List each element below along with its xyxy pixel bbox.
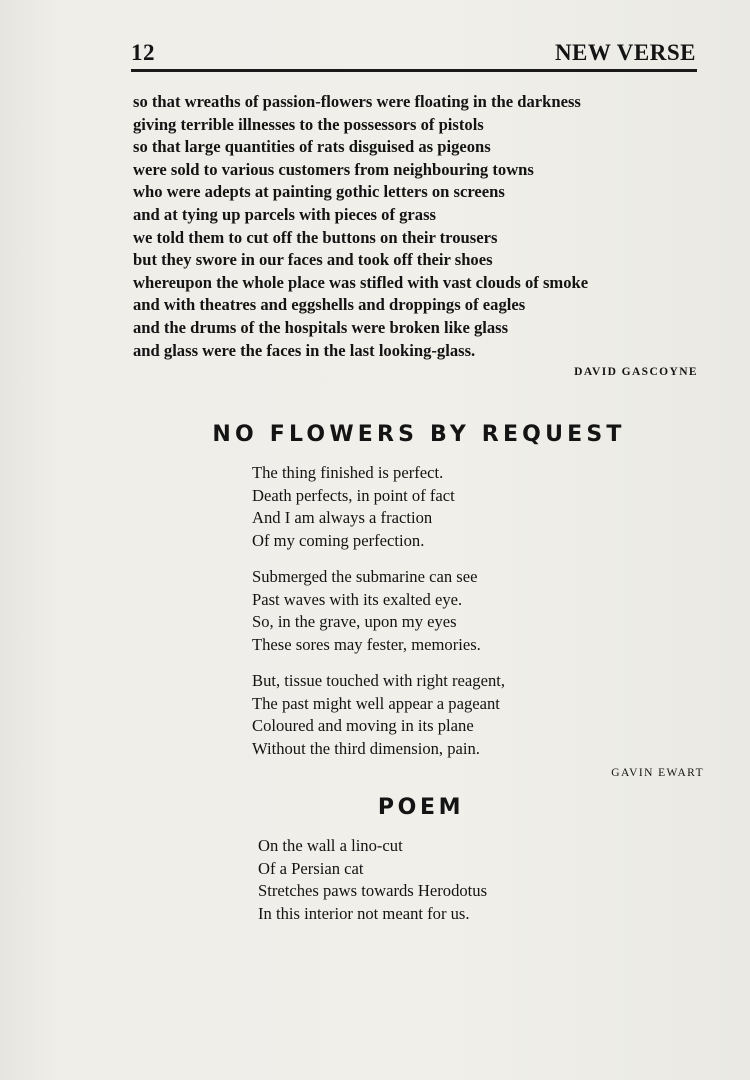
poem-line: but they swore in our faces and took off their shoes <box>133 250 493 270</box>
poem-line: so that wreaths of passion-flowers were floating in the darkness <box>133 92 581 111</box>
poem-line: The past might well appear a pageant <box>252 693 500 713</box>
page-header <box>131 40 696 70</box>
poem-line: These sores may fester, memories. <box>252 634 481 654</box>
author-gavin-ewart: GAVIN EWART <box>611 767 704 779</box>
poem-line: whereupon the whole place was stifled with vast clouds of smoke <box>133 272 589 292</box>
poem-line: Death perfects, in point of fact <box>252 485 455 505</box>
poem-line: Submerged the submarine can see <box>252 567 478 586</box>
poem-line: and at tying up parcels with pieces of grass <box>133 204 437 224</box>
poem-line: who were adepts at painting gothic letters on screens <box>133 182 505 202</box>
poem-line: Stretches paws towards Herodotus <box>258 881 488 901</box>
poem-line: The thing finished is perfect. <box>252 463 444 482</box>
poem-line: Of my coming perfection. <box>252 530 425 550</box>
poem-line: Past waves with its exalted eye. <box>252 589 463 609</box>
poem-line: And I am always a fraction <box>252 508 433 528</box>
running-title: NEW VERSE <box>554 40 696 65</box>
poem-line: So, in the grave, upon my eyes <box>252 612 457 632</box>
poem-line: we told them to cut off the buttons on their trousers <box>133 227 498 247</box>
stanza-1 <box>252 462 455 552</box>
poem-line: But, tissue touched with right reagent, <box>252 671 506 690</box>
poem-line: On the wall a lino-cut <box>258 836 403 855</box>
author-david-gascoyne: DAVID GASCOYNE <box>574 366 698 378</box>
poem-line: and with theatres and eggshells and droppings of eagles <box>133 295 526 315</box>
poem-continuation <box>133 91 588 362</box>
poem-line: and glass were the faces in the last looking-glass. <box>133 340 476 360</box>
header-rule <box>131 69 697 72</box>
poem-line: and the drums of the hospitals were broken like glass <box>133 317 509 337</box>
stanza-2 <box>252 566 481 656</box>
poem-line: were sold to various customers from neighbouring towns <box>133 159 534 179</box>
poem-line: Of a Persian cat <box>258 858 364 878</box>
poem-line: Without the third dimension, pain. <box>252 738 480 758</box>
poem-line: In this interior not meant for us. <box>258 903 470 923</box>
poem-title-no-flowers: NO FLOWERS BY REQUEST <box>212 422 626 447</box>
page-number: 12 <box>131 40 155 65</box>
poem-line: Coloured and moving in its plane <box>252 716 474 736</box>
poem-line: so that large quantities of rats disguised as pigeons <box>133 137 491 157</box>
poem-title-poem: POEM <box>377 795 465 820</box>
stanza-3 <box>252 670 505 760</box>
poem-body <box>258 835 487 925</box>
poem-line: giving terrible illnesses to the possessors of pistols <box>133 114 484 134</box>
